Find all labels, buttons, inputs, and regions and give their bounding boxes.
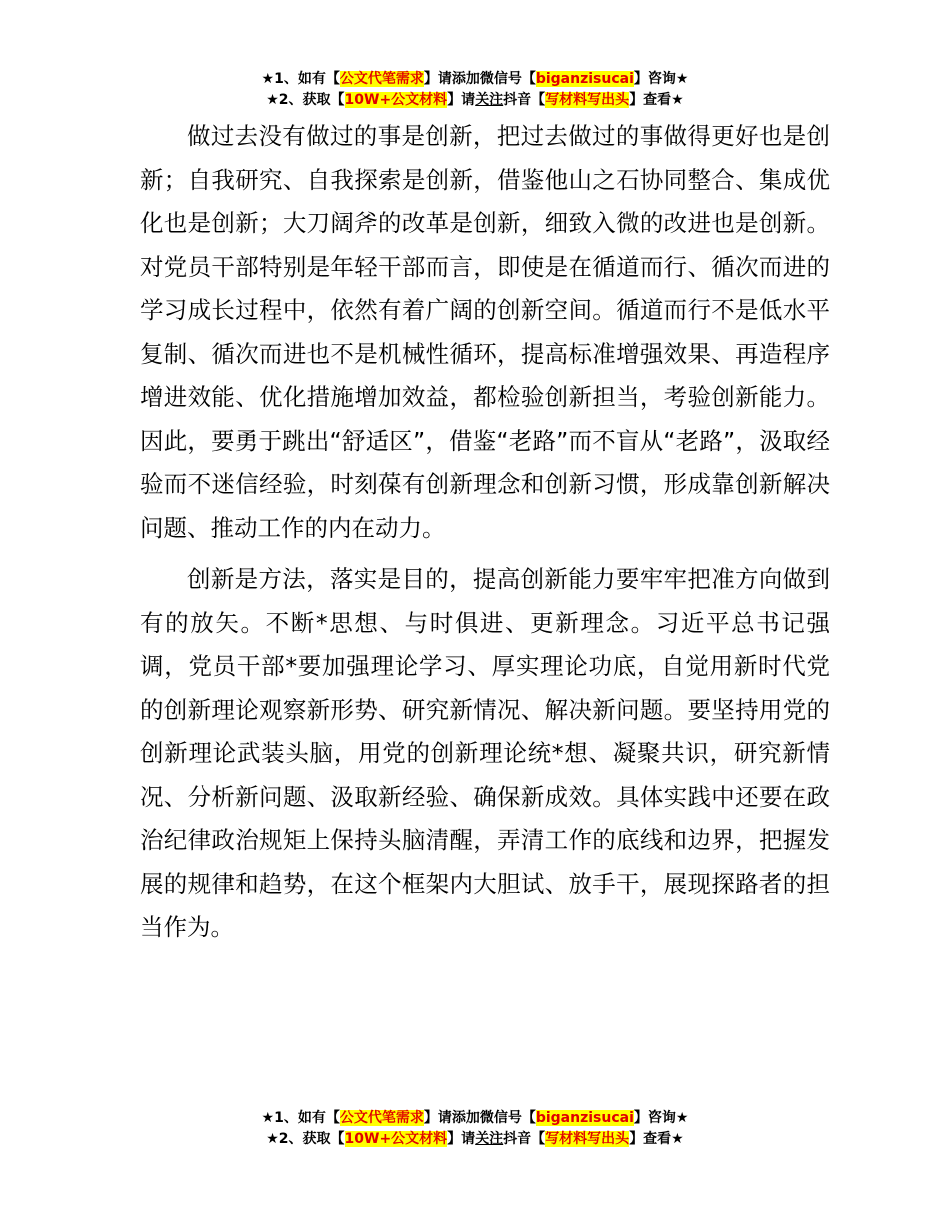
banner-emphasis: 关注 — [475, 1131, 504, 1147]
footer-banner — [0, 1108, 950, 1150]
highlight-materials: 10W+公文材料 — [344, 1131, 448, 1147]
banner-line-2 — [0, 90, 950, 111]
banner-line-1 — [0, 1108, 950, 1129]
banner-text: ★1、如有【 — [261, 1110, 340, 1126]
banner-text: 】请 — [423, 1110, 452, 1126]
banner-text: 】咨询★ — [633, 71, 689, 87]
banner-emphasis: 关注 — [475, 92, 504, 108]
banner-text: 】请 — [447, 92, 476, 108]
paragraph-1: 做过去没有做过的事是创新，把过去做过的事做得更好也是创新；自我研究、自我探索是创新，借鉴他山之石协同整合、集成优化也是创新；大刀阔斧的改革是创新，细致入微的改进也是创新。对党员干部特别是年轻干部而言，即使是在循道而行、循次而进的学习成长过程中，依然有着广阔的创新空间。循道而行不是低水平复制、循次而进也不是机械性循环，提高标准增强效果、再造程序增进效能、优化措施增加效益，都检验创新担当，考验创新能力。因此，要勇于跳出“舒适区”，借鉴“老路”而不盲从“老路”，汲取经验而不迷信经验，时刻葆有创新理念和创新习惯，形成靠创新解决问题、推动工作的内在动力。 — [140, 122, 830, 542]
highlight-douyin-id: 写材料写出头 — [545, 1131, 630, 1147]
highlight-douyin-id: 写材料写出头 — [545, 92, 630, 108]
banner-text: ★2、获取【 — [266, 1131, 345, 1147]
banner-line-2 — [0, 1129, 950, 1150]
banner-text: 】查看★ — [629, 1131, 684, 1147]
banner-text: ★2、获取【 — [266, 92, 345, 108]
banner-text: 】请 — [423, 71, 452, 87]
banner-emphasis: 添加 — [451, 71, 480, 87]
banner-text: 微信号【 — [479, 71, 536, 87]
document-body — [140, 115, 830, 950]
banner-text: ★1、如有【 — [261, 71, 340, 87]
banner-text: 微信号【 — [479, 1110, 536, 1126]
banner-text: 】请 — [447, 1131, 476, 1147]
paragraph-2: 创新是方法，落实是目的，提高创新能力要牢牢把准方向做到有的放矢。不断*思想、与时俱进、更新理念。习近平总书记强调，党员干部*要加强理论学习、厚实理论功底，自觉用新时代党的创新理论观察新形势、研究新情况、解决新问题。要坚持用党的创新理论武装头脑，用党的创新理论统*想、凝聚共识，研究新情况、分析新问题、汲取新经验、确保新成效。具体实践中还要在政治纪律政治规矩上保持头脑清醒，弄清工作的底线和边界，把握发展的规律和趋势，在这个框架内大胆试、放手干，展现探路者的担当作为。 — [140, 565, 830, 941]
banner-emphasis: 添加 — [451, 1110, 480, 1126]
highlight-wechat-id: biganzisucai — [535, 71, 634, 87]
banner-line-1 — [0, 69, 950, 90]
highlight-service: 公文代笔需求 — [339, 71, 424, 87]
highlight-wechat-id: biganzisucai — [535, 1110, 634, 1126]
banner-text: 】查看★ — [629, 92, 684, 108]
highlight-service: 公文代笔需求 — [339, 1110, 424, 1126]
header-banner — [0, 69, 950, 111]
banner-text: 抖音【 — [503, 92, 546, 108]
banner-text: 抖音【 — [503, 1131, 546, 1147]
banner-text: 】咨询★ — [633, 1110, 689, 1126]
highlight-materials: 10W+公文材料 — [344, 92, 448, 108]
